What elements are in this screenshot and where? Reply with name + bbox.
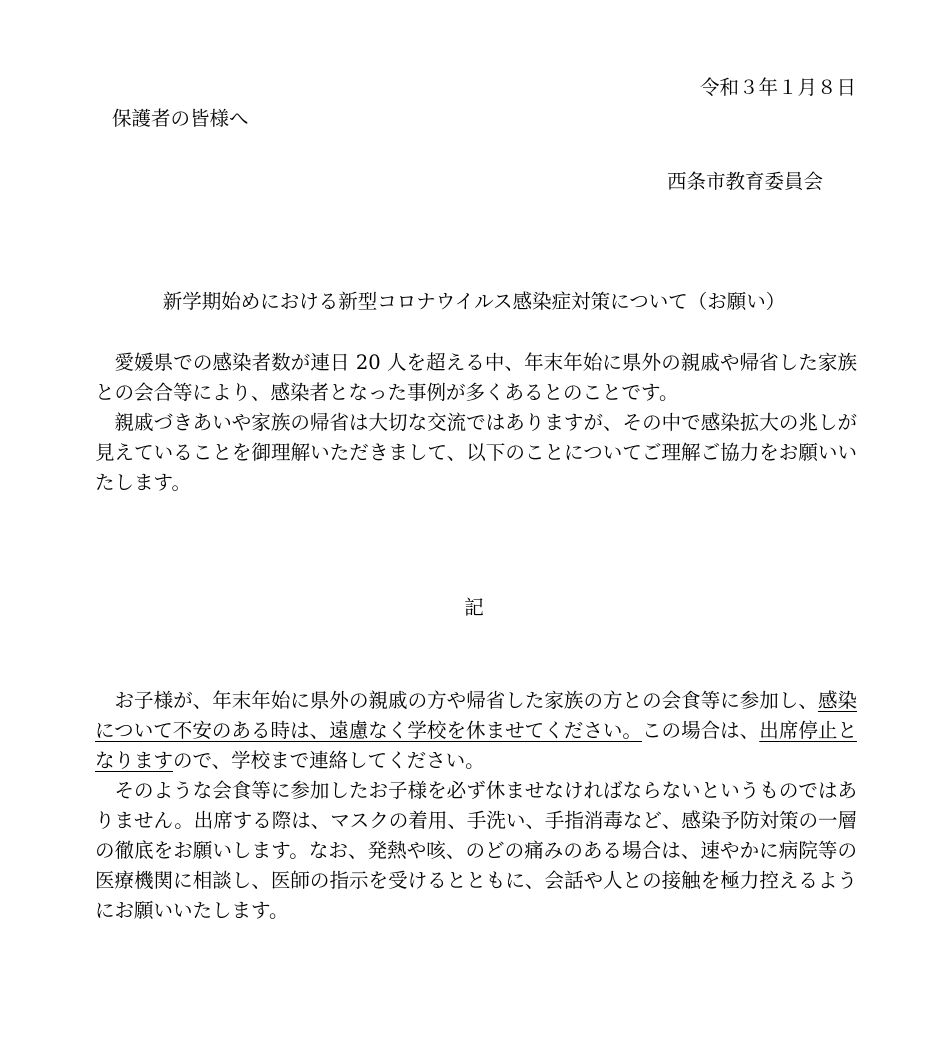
intro-section	[95, 348, 857, 498]
sender: 西条市教育委員会	[666, 170, 823, 193]
request-text-b: この場合は、	[641, 719, 760, 742]
ki-heading: 記	[464, 596, 484, 619]
subject-title: 新学期始めにおける新型コロナウイルス感染症対策について（お願い）	[162, 290, 786, 313]
underlined-absence-request: 感染について不安のある時は、遠慮なく学校を休ませてください。	[95, 689, 857, 742]
request-text-a: お子様が、年末年始に県外の親戚の方や帰省した家族の方との会食等に参加し、	[114, 689, 818, 712]
date: 令和３年１月８日	[699, 76, 856, 99]
request-text-c: ので、学校まで連絡してください。	[173, 749, 485, 772]
underlined-attendance-suspension: 出席停止となります	[95, 719, 857, 772]
intro-paragraph-2: 親戚づきあいや家族の帰省は大切な交流ではありますが、その中で感染拡大の兆しが見えていることを御理解いただきまして、以下のことについてご理解ご協力をお願いいたします。	[95, 411, 857, 494]
requests-section	[95, 686, 857, 926]
request-paragraph-2: そのような会食等に参加したお子様を必ず休ませなければならないというものではありません。出席する際は、マスクの着用、手洗い、手指消毒など、感染予防対策の一層の徹底をお願いします。なお、発熱や咳、のどの痛みのある場合は、速やかに病院等の医療機関に相談し、医師の指示を受けるとともに、会話や人との接触を極力控えるようにお願いいたします。	[95, 779, 857, 922]
request-paragraph-1	[95, 686, 857, 776]
intro-paragraph-1: 愛媛県での感染者数が連日 20 人を超える中、年末年始に県外の親戚や帰省した家族との会合等により、感染者となった事例が多くあるとのことです。	[95, 351, 857, 404]
addressee: 保護者の皆様へ	[112, 107, 249, 130]
